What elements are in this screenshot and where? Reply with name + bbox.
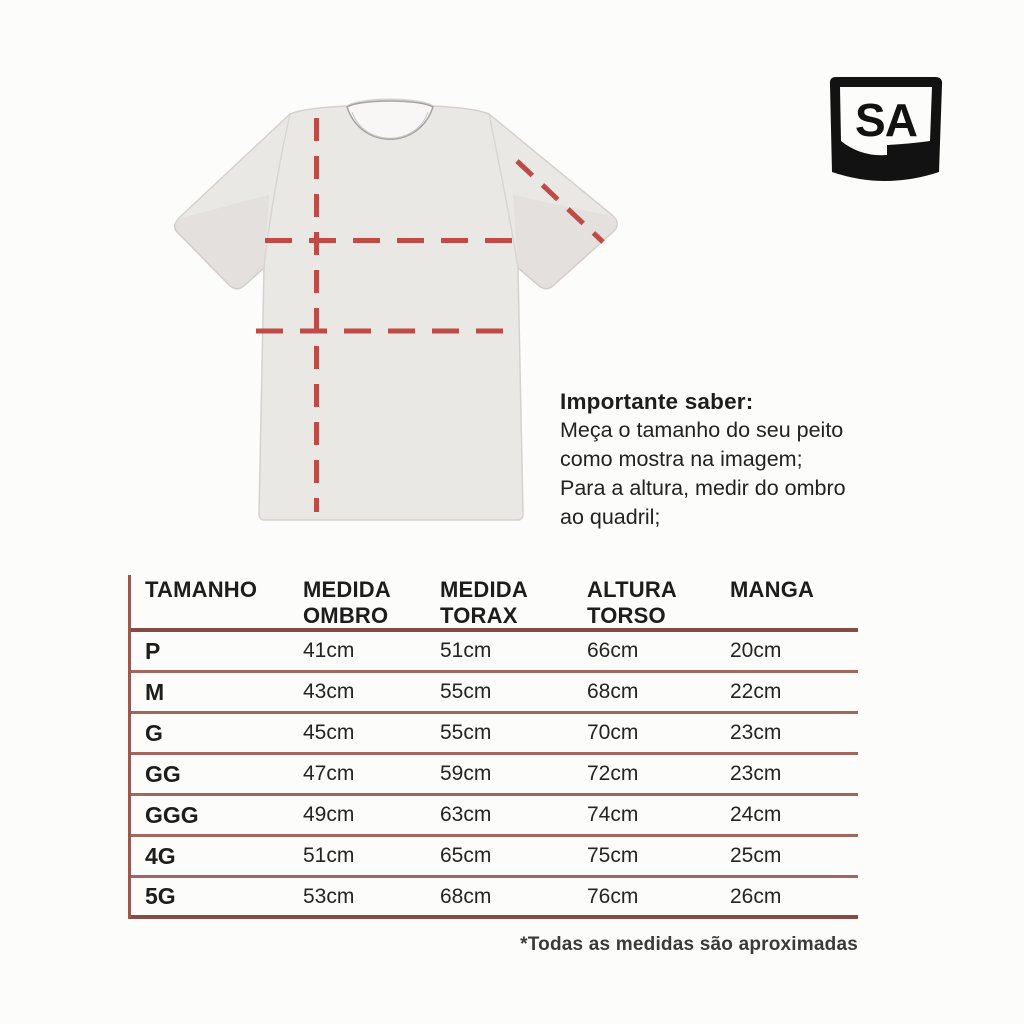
sa-logo	[827, 77, 946, 184]
torso-cell: 68cm	[587, 680, 639, 703]
torax-cell: 55cm	[440, 721, 492, 744]
tshirt-illustration	[175, 99, 618, 520]
ombro-cell: 51cm	[303, 844, 355, 867]
info-line: Para a altura, medir do ombro	[560, 476, 846, 500]
size-cell: GGG	[145, 801, 199, 828]
table-row	[131, 837, 858, 878]
ombro-cell: 41cm	[303, 639, 355, 662]
info-line: como mostra na imagem;	[560, 447, 803, 471]
table-row	[131, 632, 858, 673]
sa-logo-text: SA	[855, 94, 917, 146]
ombro-cell: 53cm	[303, 884, 355, 908]
table-row	[131, 673, 858, 714]
manga-cell: 23cm	[730, 762, 782, 785]
info-line: ao quadril;	[560, 505, 661, 529]
torax-cell: 59cm	[440, 762, 492, 785]
torax-cell: 51cm	[440, 639, 492, 662]
torso-cell: 72cm	[587, 762, 639, 785]
column-header-manga: MANGA	[730, 577, 815, 602]
torso-cell: 70cm	[587, 721, 639, 744]
torso-cell: 76cm	[587, 884, 639, 908]
ombro-cell: 49cm	[303, 803, 355, 826]
table-row	[131, 878, 858, 919]
table-header-row	[131, 575, 858, 632]
table-row	[131, 714, 858, 755]
torso-cell: 75cm	[587, 844, 639, 867]
torax-cell: 65cm	[440, 844, 492, 867]
torso-cell: 74cm	[587, 803, 639, 826]
size-table	[128, 575, 858, 919]
sa-logo-svg	[827, 77, 946, 184]
size-cell: M	[145, 678, 165, 705]
column-header-tamanho: TAMANHO	[145, 577, 258, 602]
size-cell: P	[145, 637, 161, 664]
torax-cell: 63cm	[440, 803, 492, 826]
info-title: Importante saber:	[560, 389, 754, 414]
torso-cell: 66cm	[587, 639, 639, 662]
size-cell: 5G	[145, 883, 176, 909]
table-row	[131, 755, 858, 796]
column-header-altura-torso: ALTURA TORSO	[587, 577, 677, 628]
column-header-medida-ombro: MEDIDA OMBRO	[303, 577, 391, 628]
column-header-medida-torax: MEDIDA TORAX	[440, 577, 528, 628]
ombro-cell: 47cm	[303, 762, 355, 785]
ombro-cell: 45cm	[303, 721, 355, 744]
info-block	[560, 387, 900, 532]
manga-cell: 23cm	[730, 721, 782, 744]
footnote: *Todas as medidas são aproximadas	[520, 934, 858, 955]
size-cell: 4G	[145, 842, 176, 869]
torax-cell: 55cm	[440, 680, 492, 703]
size-cell: G	[145, 719, 163, 746]
info-line: Meça o tamanho do seu peito	[560, 418, 844, 442]
size-cell: GG	[145, 760, 181, 787]
manga-cell: 26cm	[730, 884, 782, 908]
manga-cell: 24cm	[730, 803, 782, 826]
manga-cell: 22cm	[730, 680, 782, 703]
table-row	[131, 796, 858, 837]
torax-cell: 68cm	[440, 884, 492, 908]
manga-cell: 20cm	[730, 639, 782, 662]
manga-cell: 25cm	[730, 844, 782, 867]
ombro-cell: 43cm	[303, 680, 355, 703]
